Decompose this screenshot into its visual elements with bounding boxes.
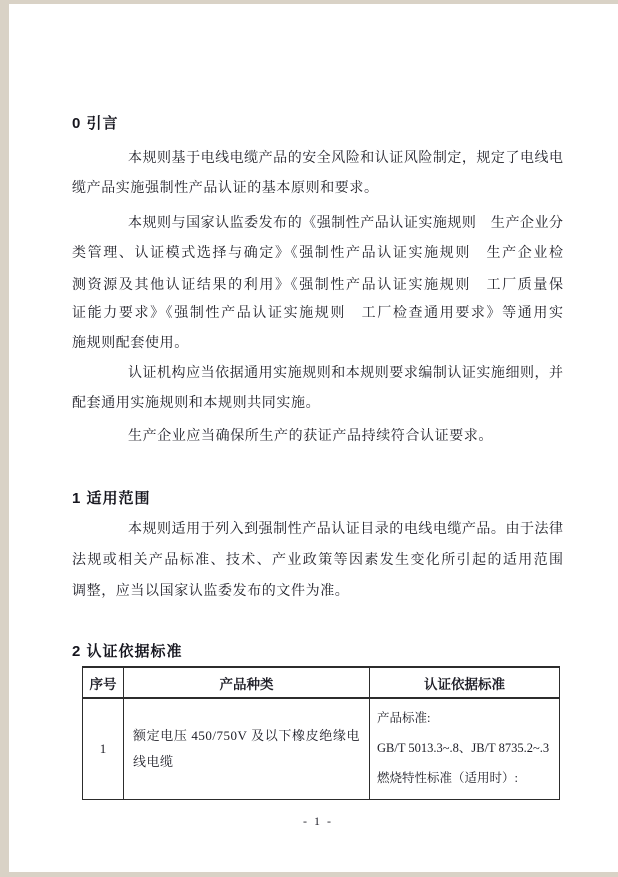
paragraph-line: 本规则适用于列入到强制性产品认证目录的电线电缆产品。由于法律 (128, 522, 563, 537)
paragraph-line: 施规则配套使用。 (72, 336, 189, 351)
paragraph-line: 调整，应当以国家认监委发布的文件为准。 (72, 584, 350, 599)
table-header-category: 产品种类 (124, 667, 370, 698)
paragraph-line: 缆产品实施强制性产品认证的基本原则和要求。 (72, 181, 379, 196)
table-header-standard: 认证依据标准 (370, 667, 560, 698)
standard-line: 产品标准: (377, 711, 431, 725)
paragraph-line: 本规则与国家认监委发布的《强制性产品认证实施规则 生产企业分 (128, 216, 563, 231)
paragraph-line: 配套通用实施规则和本规则共同实施。 (72, 396, 321, 411)
standard-lines (370, 699, 559, 799)
cell-product-category (124, 698, 370, 800)
paragraph-line: 生产企业应当确保所生产的获证产品持续符合认证要求。 (128, 429, 493, 444)
table-header-no: 序号 (83, 667, 124, 698)
table-row (83, 698, 560, 800)
paragraph-line: 类管理、认证模式选择与确定》《强制性产品认证实施规则 生产企业检 (72, 246, 563, 261)
section-heading-scope: 1 适用范围 (72, 490, 151, 507)
table-header-row (83, 667, 560, 698)
product-category-text: 额定电压 450/750V 及以下橡皮绝缘电线电缆 (133, 728, 360, 769)
paragraph-line: 认证机构应当依据通用实施规则和本规则要求编制认证实施细则，并 (128, 366, 563, 381)
section-heading-intro: 0 引言 (72, 115, 119, 132)
cell-certification-standard (370, 698, 560, 800)
document-page (9, 4, 618, 872)
standard-line: GB/T 5013.3~.8、JB/T 8735.2~.3 (377, 741, 550, 755)
cell-row-number: 1 (83, 698, 124, 800)
standard-line: 燃烧特性标准（适用时）: (377, 771, 518, 785)
standards-table (82, 666, 560, 800)
page-number: - 1 - (303, 814, 333, 828)
paragraph-line: 法规或相关产品标准、技术、产业政策等因素发生变化所引起的适用范围 (72, 553, 563, 568)
paragraph-line: 测资源及其他认证结果的利用》《强制性产品认证实施规则 工厂质量保 (72, 278, 563, 293)
section-heading-standards: 2 认证依据标准 (72, 643, 183, 660)
paragraph-line: 证能力要求》《强制性产品认证实施规则 工厂检查通用要求》等通用实 (72, 306, 563, 321)
paragraph-line: 本规则基于电线电缆产品的安全风险和认证风险制定，规定了电线电 (128, 151, 563, 166)
